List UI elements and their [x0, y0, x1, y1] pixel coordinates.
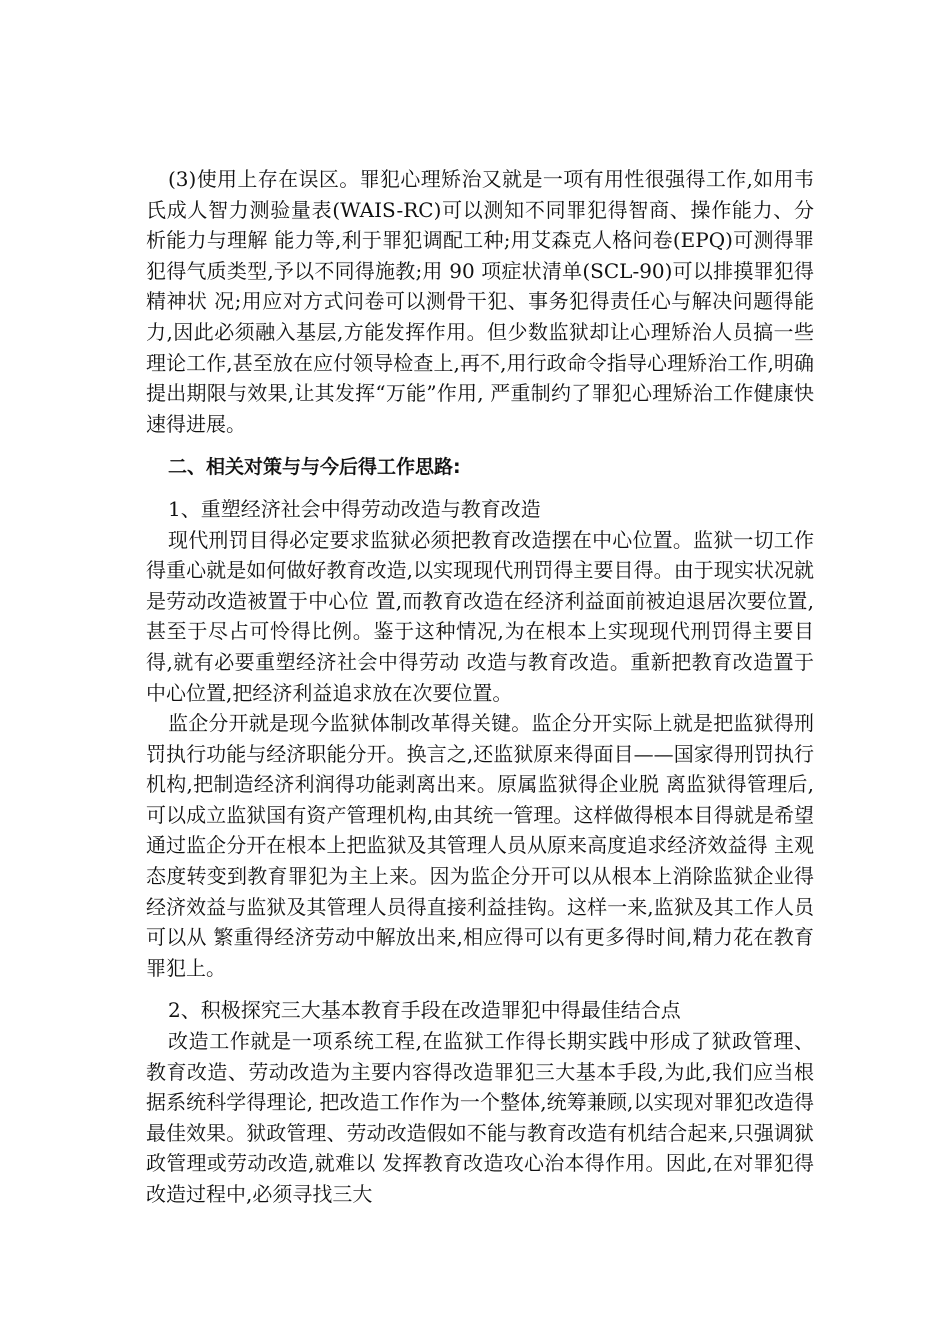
document-body — [146, 164, 814, 1210]
subheading-three-basic-means: 2、积极探究三大基本教育手段在改造罪犯中得最佳结合点 — [168, 998, 681, 1023]
paragraph-systematic-reform: 改造工作就是一项系统工程,在监狱工作得长期实践中形成了狱政管理、教育改造、劳动改造为主要内容得改造罪犯三大基本手段,为此,我们应当根据系统科学得理论, 把改造工作作为一个整体,统筹兼顾,以实现对罪犯改造得最佳效果。狱政管理、劳动改造假如不能与教育改造有机结合起来,只强调狱政管理或劳动改造,就难以 发挥教育改造攻心治本得作用。因此,在对罪犯得改造过程中,必须寻找三大 — [146, 1029, 814, 1206]
paragraph-education-reform-center: 现代刑罚目得必定要求监狱必须把教育改造摆在中心位置。监狱一切工作得重心就是如何做好教育改造,以实现现代刑罚得主要目得。由于现实状况就是劳动改造被置于中心位 置,而教育改造在经济利益面前被迫退居次要位置,甚至于尽占可怜得比例。鉴于这种情况,为在根本上实现现代刑罚得主要目得,就有必要重塑经济社会中得劳动 改造与教育改造。重新把教育改造置于中心位置,把经济利益追求放在次要位置。 — [146, 527, 814, 705]
paragraph-usage-misconceptions: (3)使用上存在误区。罪犯心理矫治又就是一项有用性很强得工作,如用韦氏成人智力测验量表(WAIS-RC)可以测知不同罪犯得智商、操作能力、分析能力与理解 能力等,利于罪犯调配工种;用艾森克人格问卷(EPQ)可测得罪犯得气质类型,予以不同得施教;用 90 项症状清单(SCL-90)可以排摸罪犯得精神状 况;用应对方式问卷可以测骨干犯、事务犯得责任心与解决问题得能力,因此必须融入基层,方能发挥作用。但少数监狱却让心理矫治人员搞一些理论工作,甚至放在应付领导检查上,再不,用行政命令指导心理矫治工作,明确提出期限与效果,让其发挥“万能”作用, 严重制约了罪犯心理矫治工作健康快速得进展。 — [146, 167, 814, 436]
subheading-labor-education-reform: 1、重塑经济社会中得劳动改造与教育改造 — [168, 496, 541, 521]
section-heading-countermeasures: 二、相关对策与与今后得工作思路: — [168, 456, 461, 479]
paragraph-prison-enterprise-separation: 监企分开就是现今监狱体制改革得关键。监企分开实际上就是把监狱得刑罚执行功能与经济职能分开。换言之,还监狱原来得面目——国家得刑罚执行机构,把制造经济利润得功能剥离出来。原属监狱得企业脱 离监狱得管理后,可以成立监狱国有资产管理机构,由其统一管理。这样做得根本目得就是希望通过监企分开在根本上把监狱及其管理人员从原来高度追求经济效益得 主观态度转变到教育罪犯为主上来。因为监企分开可以从根本上消除监狱企业得经济效益与监狱及其管理人员得直接利益挂钩。这样一来,监狱及其工作人员可以从 繁重得经济劳动中解放出来,相应得可以有更多得时间,精力花在教育罪犯上。 — [146, 711, 814, 980]
